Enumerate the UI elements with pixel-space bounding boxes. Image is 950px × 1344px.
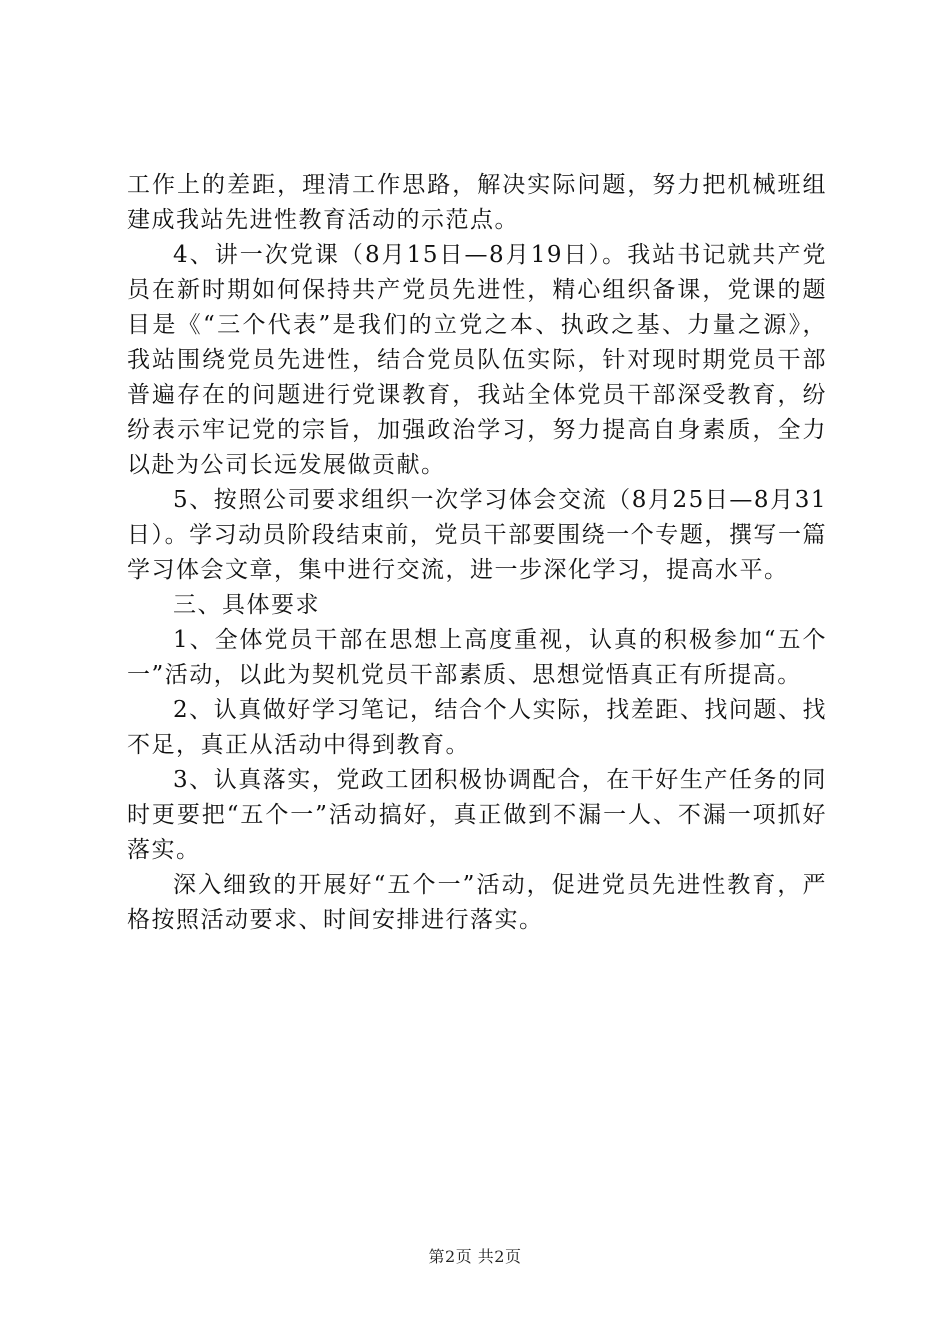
paragraph-item-4: 4、讲一次党课（8月15日—8月19日）。我站书记就共产党员在新时期如何保持共产党员先进性，精心组织备课，党课的题目是《“三个代表”是我们的立党之本、执政之基、力量之源》，我站围绕党员先进性，结合党员队伍实际，针对现时期党员干部普遍存在的问题进行党课教育，我站全体党员干部深受教育，纷纷表示牢记党的宗旨，加强政治学习，努力提高自身素质，全力以赴为公司长远发展做贡献。 xyxy=(127,242,827,478)
paragraph-item-5: 5、按照公司要求组织一次学习体会交流（8月25日—8月31日）。学习动员阶段结束前，党员干部要围绕一个专题，撰写一篇学习体会文章，集中进行交流，进一步深化学习，提高水平。 xyxy=(127,487,827,583)
paragraph-continuation: 工作上的差距，理清工作思路，解决实际问题，努力把机械班组建成我站先进性教育活动的示范点。 xyxy=(127,172,827,233)
page-number-footer: 第2页 共2页 xyxy=(428,1247,522,1266)
section-heading-requirements: 三、具体要求 xyxy=(173,592,320,618)
paragraph-conclusion: 深入细致的开展好“五个一”活动，促进党员先进性教育，严格按照活动要求、时间安排进行落实。 xyxy=(127,872,827,933)
paragraph-requirement-3: 3、认真落实，党政工团积极协调配合，在干好生产任务的同时更要把“五个一”活动搞好，真正做到不漏一人、不漏一项抓好落实。 xyxy=(127,767,827,863)
paragraph-requirement-2: 2、认真做好学习笔记，结合个人实际，找差距、找问题、找不足，真正从活动中得到教育。 xyxy=(127,697,827,758)
paragraph-requirement-1: 1、全体党员干部在思想上高度重视，认真的积极参加“五个一”活动，以此为契机党员干部素质、思想觉悟真正有所提高。 xyxy=(127,627,827,688)
document-body xyxy=(127,168,827,938)
